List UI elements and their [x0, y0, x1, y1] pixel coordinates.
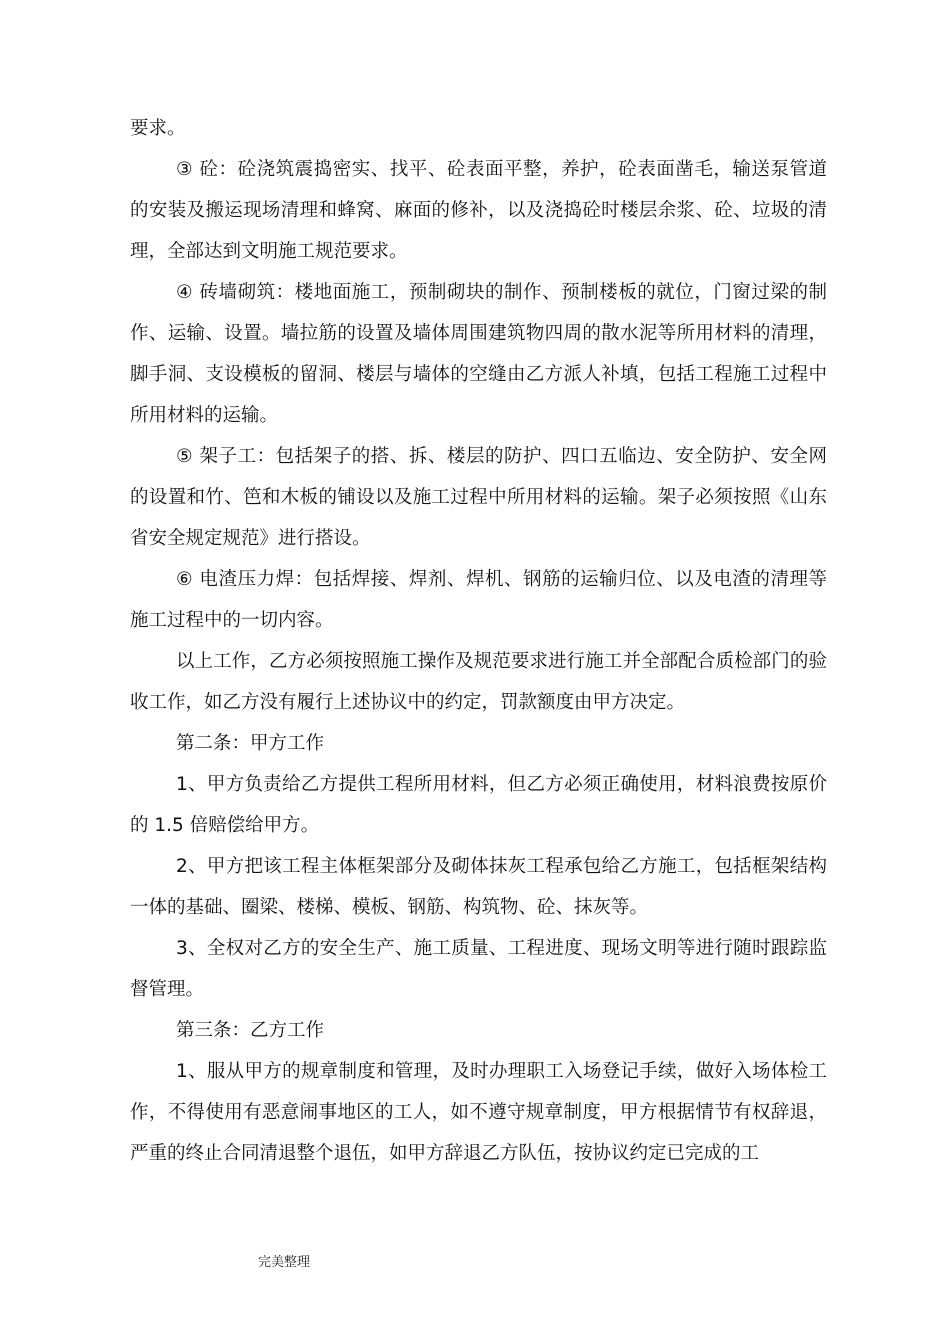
- paragraph-party-b-item-1: 1、服从甲方的规章制度和管理，及时办理职工入场登记手续，做好入场体检工作，不得使用有恶意闹事地区的工人，如不遵守规章制度，甲方根据情节有权辞退，严重的终止合同清退整个退伍，如甲方辞退乙方队伍，按协议约定已完成的工: [130, 1061, 827, 1164]
- paragraph-scaffolding: ⑤ 架子工：包括架子的搭、拆、楼层的防护、四口五临边、安全防护、安全网的设置和竹、笆和木板的铺设以及施工过程中所用材料的运输。架子必须按照《山东省安全规定规范》进行搭设。: [130, 446, 827, 549]
- section-heading-article-2: 第二条：甲方工作: [176, 733, 325, 754]
- paragraph-summary: 以上工作，乙方必须按照施工操作及规范要求进行施工并全部配合质检部门的验收工作，如乙方没有履行上述协议中的约定，罚款额度由甲方决定。: [130, 651, 827, 713]
- paragraph-electroslag-welding: ⑥ 电渣压力焊：包括焊接、焊剂、焊机、钢筋的运输归位、以及电渣的清理等施工过程中的一切内容。: [130, 569, 827, 631]
- paragraph-1: 要求。: [130, 118, 186, 139]
- paragraph-party-a-item-1: 1、甲方负责给乙方提供工程所用材料，但乙方必须正确使用，材料浪费按原价的 1.5 倍赔偿给甲方。: [130, 774, 827, 836]
- paragraph-masonry: ④ 砖墙砌筑：楼地面施工，预制砌块的制作、预制楼板的就位，门窗过梁的制作、运输、设置。墙拉筋的设置及墙体周围建筑物四周的散水泥等所用材料的清理，脚手洞、支设模板的留洞、楼层与墙体的空缝由乙方派人补填，包括工程施工过程中所用材料的运输。: [130, 282, 827, 426]
- paragraph-party-a-item-2: 2、甲方把该工程主体框架部分及砌体抹灰工程承包给乙方施工，包括框架结构一体的基础、圈梁、楼梯、模板、钢筋、构筑物、砼、抹灰等。: [130, 856, 827, 918]
- paragraph-concrete: ③ 砼：砼浇筑震捣密实、找平、砼表面平整，养护，砼表面凿毛，输送泵管道的安装及搬运现场清理和蜂窝、麻面的修补，以及浇捣砼时楼层余浆、砼、垃圾的清理，全部达到文明施工规范要求。: [130, 159, 827, 262]
- page-footer: 完美整理: [258, 1255, 311, 1270]
- paragraph-party-a-item-3: 3、全权对乙方的安全生产、施工质量、工程进度、现场文明等进行随时跟踪监督管理。: [130, 938, 827, 1000]
- document-body: [130, 108, 827, 1174]
- section-heading-article-3: 第三条：乙方工作: [176, 1020, 325, 1041]
